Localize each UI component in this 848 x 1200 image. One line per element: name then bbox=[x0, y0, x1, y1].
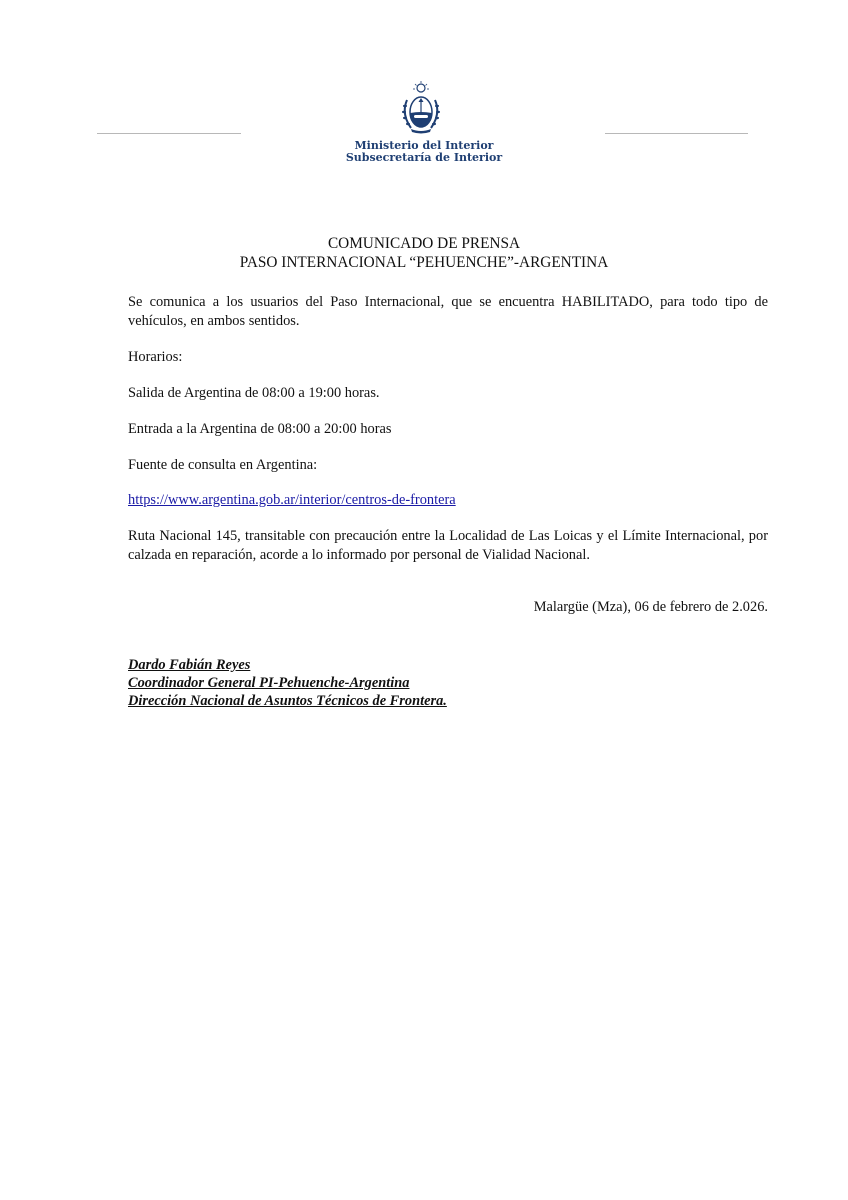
header-rule-right bbox=[605, 133, 748, 134]
argentine-coat-of-arms-icon bbox=[399, 80, 443, 136]
signatory-office: Dirección Nacional de Asuntos Técnicos de Frontera. bbox=[128, 693, 447, 709]
entrada-schedule: Entrada a la Argentina de 08:00 a 20:00 horas bbox=[128, 421, 392, 437]
title-line-2: PASO INTERNACIONAL “PEHUENCHE”-ARGENTINA bbox=[239, 254, 609, 271]
date-line: Malargüe (Mza), 06 de febrero de 2.026. bbox=[533, 599, 768, 615]
ruta-paragraph: Ruta Nacional 145, transitable con precaución entre la Localidad de Las Loicas y el Límite Internacional, por calzada en reparación, acorde a lo informado por personal de Vialidad Nacional. bbox=[128, 528, 768, 563]
fuente-label: Fuente de consulta en Argentina: bbox=[128, 457, 318, 473]
centros-de-frontera-link[interactable]: https://www.argentina.gob.ar/interior/centros-de-frontera bbox=[128, 492, 456, 508]
ministry-name bbox=[300, 140, 548, 164]
intro-paragraph: Se comunica a los usuarios del Paso Internacional, que se encuentra HABILITADO, para todo tipo de vehículos, en ambos sentidos. bbox=[128, 294, 768, 329]
title-line-1: COMUNICADO DE PRENSA bbox=[327, 235, 521, 252]
salida-schedule: Salida de Argentina de 08:00 a 19:00 horas. bbox=[128, 385, 380, 401]
letterhead bbox=[0, 0, 848, 180]
signatory-name: Dardo Fabián Reyes bbox=[128, 657, 251, 673]
press-release-title bbox=[0, 234, 848, 272]
horarios-label: Horarios: bbox=[128, 349, 183, 365]
subsecretaria-title: Subsecretaría de Interior bbox=[345, 151, 503, 164]
signatory-role: Coordinador General PI-Pehuenche-Argentina bbox=[128, 675, 410, 691]
signature-block bbox=[128, 656, 447, 710]
ministry-title: Ministerio del Interior bbox=[354, 139, 494, 152]
header-rule-left bbox=[97, 133, 241, 134]
